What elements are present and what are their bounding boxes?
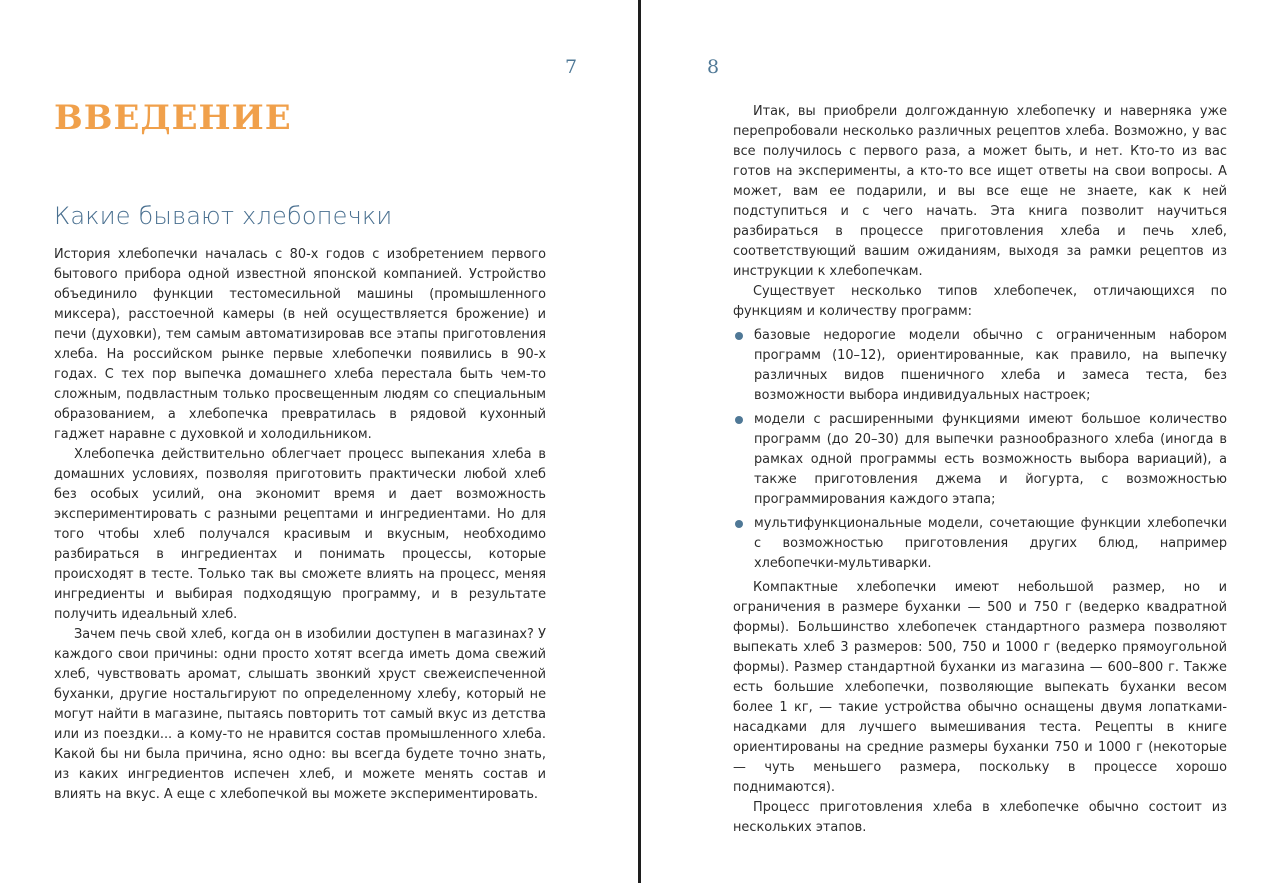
- paragraph: Компактные хлебопечки имеют небольшой размер, но и ограничения в размере буханки — 500 и 750 г (ведерко квадратной формы). Большинство хлебопечек стандартного размера позволяют выпекать хлеб 3 размеров: 500, 750 и 1000 г (ведерко прямоугольной формы). Размер стандартной буханки из магазина — 600–800 г. Также есть большие хлебопечки, позволяющие выпекать буханки весом более 1 кг, — такие устройства обычно оснащены двумя лопатками-насадками для лучшего вымешивания теста. Рецепты в книге ориентированы на средние размеры буханки 750 и 1000 г (некоторые — чуть меньшего размера, поскольку в процессе хорошо поднимаются).: [733, 580, 1227, 795]
- paragraph: История хлебопечки началась с 80-х годов с изобретением первого бытового прибора одной известной японской компанией. Устройство объединило функции тестомесильной машины (промышленного миксера), расстоечной камеры (в ней осуществляется брожение) и печи (духовки), тем самым автоматизировав все этапы приготовления хлеба. На российском рынке первые хлебопечки появились в 90-х годах. С тех пор выпечка домашнего хлеба перестала быть чем-то сложным, подвластным только просвещенным людям со специальным образованием, а хлебопечка превратилась в рядовой кухонный гаджет наравне с духовкой и холодильником.: [54, 247, 546, 442]
- left-page: [0, 0, 639, 883]
- bullet-icon: [735, 416, 743, 424]
- paragraph: Хлебопечка действительно облегчает процесс выпекания хлеба в домашних условиях, позволяя приготовить практически любой хлеб без особых усилий, она экономит время и дает возможность экспериментировать с разными рецептами и ингредиентами. Но для того чтобы хлеб получался красивым и вкусным, необходимо разбираться в ингредиентах и понимать процессы, которые происходят в тесте. Только так вы сможете влиять на процесс, меняя ингредиенты и выбирая подходящую программу, и в результате получить идеальный хлеб.: [54, 447, 546, 622]
- list-item: [733, 326, 1227, 406]
- list-item-text: мультифункциональные модели, сочетающие функции хлебопечки с возможностью приготовления других блюд, например хлебопечки-мультиварки.: [754, 516, 1227, 571]
- paragraph: Итак, вы приобрели долгожданную хлебопечку и наверняка уже перепробовали несколько различных рецептов хлеба. Возможно, у вас все получилось с первого раза, а может быть, и нет. Кто-то из вас готов на эксперименты, а кто-то все ищет ответы на свои вопросы. А может, вам ее подарили, и вы все еще не знаете, как к ней подступиться и с чего начать. Эта книга позволит научиться разбираться в процессе приготовления хлеба и печь хлеб, соответствующий вашим ожиданиям, выходя за рамки рецептов из инструкции к хлебопечкам.: [733, 104, 1227, 279]
- right-body-text: [733, 102, 1227, 838]
- list-item-text: базовые недорогие модели обычно с ограниченным набором программ (10–12), ориентированные, как правило, на выпечку различных видов пшеничного хлеба и замеса теста, без возможности выбора индивидуальных настроек;: [754, 328, 1227, 403]
- right-page: [641, 0, 1281, 883]
- page-number-left: 7: [565, 56, 578, 78]
- list-item-text: модели с расширенными функциями имеют большое количество программ (до 20–30) для выпечки разнообразного хлеба (иногда в рамках одной программы есть возможность выбора вариаций), а также приготовления джема и йогурта, с возможностью программирования каждого этапа;: [754, 412, 1227, 507]
- list-item: [733, 410, 1227, 510]
- chapter-title: ВВЕДЕНИЕ: [54, 98, 292, 138]
- bread-maker-types-list: [733, 326, 1227, 574]
- left-body-text: [54, 245, 546, 805]
- bullet-icon: [735, 332, 743, 340]
- paragraph: Существует несколько типов хлебопечек, отличающихся по функциям и количеству программ:: [733, 284, 1227, 319]
- list-item: [733, 514, 1227, 574]
- section-heading: Какие бывают хлебопечки: [54, 202, 393, 230]
- page-number-right: 8: [707, 56, 720, 78]
- paragraph: Зачем печь свой хлеб, когда он в изобилии доступен в магазинах? У каждого свои причины: одни просто хотят всегда иметь дома свежий хлеб, чувствовать аромат, слышать звонкий хруст свежеиспеченной буханки, другие ностальгируют по определенному хлебу, который не могут найти в магазине, пытаясь повторить тот самый вкус из детства или из поездки... а кому-то не нравится состав промышленного хлеба. Какой бы ни была причина, ясно одно: вы всегда будете точно знать, из каких ингредиентов испечен хлеб, и можете менять состав и влиять на вкус. А еще с хлебопечкой вы можете экспериментировать.: [54, 627, 546, 802]
- paragraph: Процесс приготовления хлеба в хлебопечке обычно состоит из нескольких этапов.: [733, 800, 1227, 835]
- bullet-icon: [735, 520, 743, 528]
